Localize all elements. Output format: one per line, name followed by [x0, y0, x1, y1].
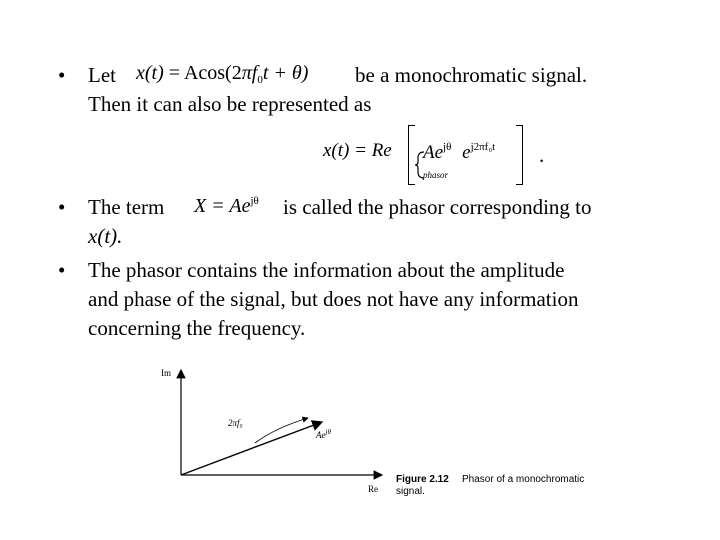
- display-eq-term2: e: [462, 142, 471, 163]
- phasor-vector: [181, 422, 322, 475]
- bullet2-eq: X = Ae: [194, 195, 251, 217]
- eq-equals-a: = A: [168, 62, 199, 84]
- eq-pi: π: [241, 62, 252, 84]
- bullet2-text-before: The term: [88, 195, 165, 219]
- bullet2-line2: x(t).: [88, 224, 123, 248]
- figure-caption-title: Figure 2.12: [396, 474, 449, 485]
- figure-caption-text1: Phasor of a monochromatic: [462, 474, 585, 485]
- bullet1-text-after: be a monochromatic signal.: [355, 63, 588, 87]
- eq-f0-sub: 0: [257, 74, 263, 86]
- vector-label-base: Ae: [316, 430, 326, 440]
- display-equation-terms: [423, 141, 495, 164]
- display-eq-term1: Ae: [423, 142, 444, 163]
- angle-label: 2πf₀: [228, 418, 243, 428]
- right-bracket: [516, 125, 523, 185]
- bullet2-text-after: is called the phasor corresponding to: [283, 195, 592, 219]
- bullet2-equation: [194, 195, 259, 218]
- phasor-underlabel: phasor: [423, 170, 449, 180]
- eq-cos: cos(2: [198, 62, 242, 84]
- bullet2-eq-sup: jθ: [250, 195, 259, 207]
- bullet1-line2: Then it can also be represented as: [88, 92, 372, 116]
- eq-f0: f: [251, 62, 258, 84]
- display-eq-term1-sup: jθ: [443, 141, 452, 153]
- axis-im-label: Im: [161, 368, 171, 378]
- bullet3-line2: and phase of the signal, but does not have any information: [88, 287, 579, 311]
- bullet3-line1: The phasor contains the information about the amplitude: [88, 258, 565, 282]
- bullet-marker: •: [58, 195, 66, 219]
- eq-xt: x(t): [136, 62, 164, 84]
- bullet-marker: •: [58, 258, 66, 282]
- bullet1-let: Let: [88, 63, 116, 87]
- bullet3-line3: concerning the frequency.: [88, 316, 306, 340]
- vector-label: [316, 428, 331, 440]
- display-equation-lhs: [323, 140, 392, 162]
- vector-label-sup: jθ: [325, 428, 331, 436]
- phasor-diagram: [150, 360, 410, 500]
- bullet-marker: •: [58, 63, 66, 87]
- display-eq-lhs: x(t) = Re: [323, 140, 392, 161]
- figure-caption-text2: signal.: [396, 486, 425, 497]
- eq-rest: t + θ): [262, 62, 309, 84]
- display-eq-period: .: [539, 143, 545, 167]
- axis-re-label: Re: [368, 484, 378, 494]
- display-eq-term2-sup: j2πf₀t: [470, 141, 496, 153]
- bullet1-equation: [136, 62, 308, 86]
